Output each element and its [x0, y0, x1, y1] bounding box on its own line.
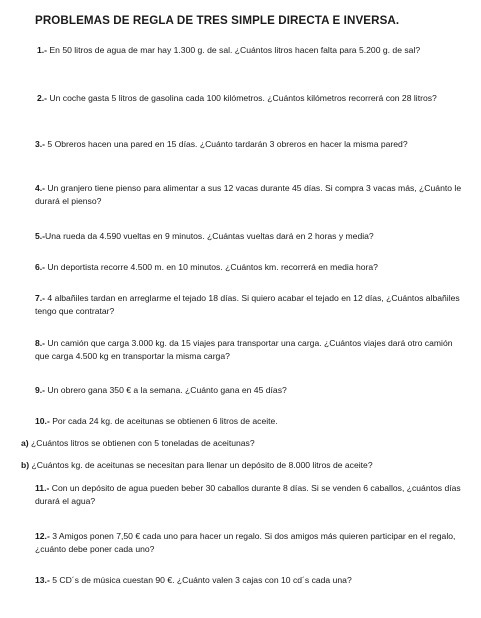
problem-4 — [35, 182, 467, 207]
problem-text: 4 albañiles tardan en arreglarme el tejado 18 días. Si quiero acabar el tejado en 12 días, ¿Cuántos albañiles tengo que contratar? — [35, 293, 460, 316]
problem-number: 6.- — [35, 262, 46, 272]
problem-13 — [35, 574, 467, 587]
problem-text: Una rueda da 4.590 vueltas en 9 minutos. ¿Cuántas vueltas dará en 2 horas y media? — [45, 231, 374, 241]
problem-text: Un deportista recorre 4.500 m. en 10 minutos. ¿Cuántos km. recorrerá en media hora? — [45, 262, 378, 272]
problem-11 — [35, 482, 467, 507]
problem-number: 5.- — [35, 231, 46, 241]
subitem-b — [21, 459, 467, 472]
problem-number: 3.- — [35, 139, 46, 149]
problem-10 — [35, 415, 467, 428]
problem-number: 11.- — [35, 483, 50, 493]
problem-text: 5 CD´s de música cuestan 90 €. ¿Cuánto valen 3 cajas con 10 cd´s cada una? — [49, 575, 352, 585]
subitem-text: ¿Cuántos litros se obtienen con 5 toneladas de aceitunas? — [28, 438, 255, 448]
problem-3 — [35, 138, 467, 151]
document-title: PROBLEMAS DE REGLA DE TRES SIMPLE DIRECTA E INVERSA. — [35, 14, 400, 27]
problem-12 — [35, 530, 467, 555]
problem-text: Un granjero tiene pienso para alimentar a sus 12 vacas durante 45 días. Si compra 3 vacas más, ¿Cuánto le durará el pienso? — [35, 183, 462, 206]
problem-text: Un coche gasta 5 litros de gasolina cada 100 kilómetros. ¿Cuántos kilómetros recorrerá con 28 litros? — [47, 93, 437, 103]
problem-number: 9.- — [35, 385, 46, 395]
problem-9 — [35, 384, 467, 397]
problem-7 — [35, 292, 467, 317]
problem-number: 13.- — [35, 575, 50, 585]
problem-number: 10.- — [35, 416, 50, 426]
problem-8 — [35, 337, 467, 362]
problem-number: 7.- — [35, 293, 46, 303]
problem-number: 12.- — [35, 531, 50, 541]
problem-number: 1.- — [37, 45, 48, 55]
problem-text: Un camión que carga 3.000 kg. da 15 viajes para transportar una carga. ¿Cuántos viajes dará otro camión que carga 4.500 kg en transportar la misma carga? — [35, 338, 453, 361]
problem-1 — [37, 44, 469, 57]
problem-text: 5 Obreros hacen una pared en 15 días. ¿Cuánto tardarán 3 obreros en hacer la misma pared? — [45, 139, 408, 149]
problem-6 — [35, 261, 467, 274]
subitem-letter: b) — [21, 460, 30, 470]
problem-text: Un obrero gana 350 € a la semana. ¿Cuánto gana en 45 días? — [45, 385, 287, 395]
problem-number: 8.- — [35, 338, 46, 348]
subitem-text: ¿Cuántos kg. de aceitunas se necesitan para llenar un depósito de 8.000 litros de aceite? — [29, 460, 373, 470]
subitem-letter: a) — [21, 438, 29, 448]
subitem-a — [21, 437, 467, 450]
problem-number: 2.- — [37, 93, 48, 103]
problem-text: En 50 litros de agua de mar hay 1.300 g. de sal. ¿Cuántos litros hacen falta para 5.200 g. de sal? — [47, 45, 421, 55]
problem-5 — [35, 230, 467, 243]
problem-2 — [37, 92, 469, 105]
problem-text: 3 Amigos ponen 7,50 € cada uno para hacer un regalo. Si dos amigos más quieren participar en el regalo, ¿cuánto debe poner cada uno? — [35, 531, 456, 554]
problem-text: Con un depósito de agua pueden beber 30 caballos durante 8 días. Si se venden 6 caballos, ¿cuántos días durará el agua? — [35, 483, 461, 506]
problem-number: 4.- — [35, 183, 46, 193]
problem-text: Por cada 24 kg. de aceitunas se obtienen 6 litros de aceite. — [49, 416, 278, 426]
